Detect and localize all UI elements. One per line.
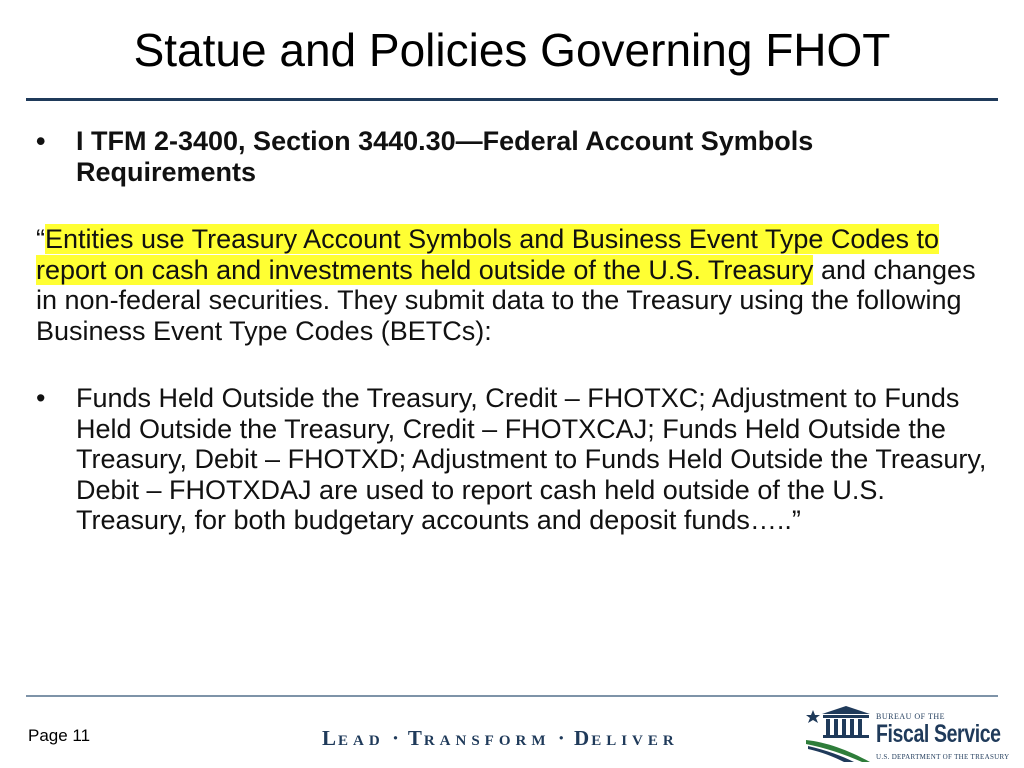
tagline-separator: · [384,726,408,750]
logo-bureau-text: BUREAU OF THE [876,712,946,721]
page-number: Page 11 [28,726,91,745]
treasury-building-icon [804,700,876,764]
tagline-initial: D [574,726,592,750]
tagline-word: RANSFORM [423,733,551,749]
tagline [322,726,679,751]
bullet-betc-codes [36,383,996,536]
bullet-marker: • [36,383,46,413]
tfm-reference-text: I TFM 2-3400, Section 3440.30—Federal Account Symbols Requirements [76,126,814,187]
bullet-tfm-reference [36,126,996,187]
logo-department-text: U.S. DEPARTMENT OF THE TREASURY [876,753,1010,761]
fiscal-service-logo [804,700,1010,764]
betc-codes-text: Funds Held Outside the Treasury, Credit – FHOTXC; Adjustment to Funds Held Outside the Treasury, Credit – FHOTXCAJ; Funds Held Outside the Treasury, Debit – FHOTXD; Adjustment to Funds Held Outside the Treasury, Debit – FHOTXDAJ are used to report cash held outside of the U.S. Treasury, for both budgetary accounts and deposit funds…..” [76,383,987,535]
open-quote: “ [36,224,45,254]
tagline-initial: T [407,726,424,750]
slide-body [36,126,996,536]
tagline-word: EAD [338,733,385,749]
title-divider [26,98,998,101]
tagline-separator: · [550,726,575,750]
slide-title: Statue and Policies Governing FHOT [133,24,891,76]
tagline-initial: L [322,726,339,750]
bullet-marker: • [36,126,46,156]
footer-divider [26,695,998,697]
highlighted-text: Entities use Treasury Account Symbols and Business Event Type Codes to report on cash and investments held outside of the U.S. Treasury [36,224,939,285]
quote-rest-text: and changes in non-federal securities. They submit data to the Treasury using the following Business Event Type Codes (BETCs): [36,254,976,346]
logo-name: Fiscal Service [876,720,1001,748]
tagline-word: ELIVER [591,733,679,749]
quote-paragraph [36,224,996,346]
